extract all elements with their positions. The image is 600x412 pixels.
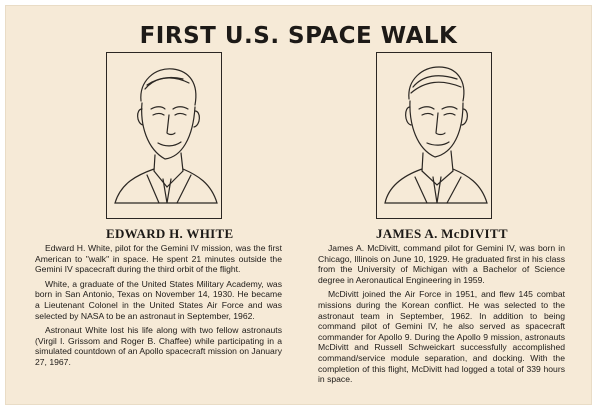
- bio-paragraph: Astronaut White lost his life along with two fellow astronauts (Virgil I. Grissom and Roger B. Chaffee) while participating in a simulated countdown of an Apollo spacecraft mission on January 27, 1967.: [35, 325, 282, 367]
- portrait-drawing-mcdivitt: [377, 53, 491, 218]
- bio-white: [35, 243, 282, 372]
- page-title: FIRST U.S. SPACE WALK: [139, 23, 458, 49]
- name-mcdivitt: JAMES A. McDIVITT: [376, 226, 508, 241]
- portrait-mcdivitt: [376, 52, 492, 219]
- bio-paragraph: McDivitt joined the Air Force in 1951, and flew 145 combat missions during the Korean conflict. He was selected to the astronaut team in September, 1962. In addition to being command pilot of Gemini IV, he also served as spacecraft commander for Apollo 9. During the Apollo 9 mission, astronauts McDivitt and Russell Schweickart successfully accomplished command/service module separation, and docking. With the completion of this flight, McDivitt had logged a total of 339 hours in space.: [318, 289, 565, 385]
- postcard: [5, 5, 592, 405]
- portrait-white: [106, 52, 222, 219]
- bio-paragraph: James A. McDivitt, command pilot for Gemini IV, was born in Chicago, Illinois on June 10, 1929. He graduated first in his class from the University of Michigan with a Bachelor of Science degree in Aeronautical Engineering in 1959.: [318, 243, 565, 285]
- name-white: EDWARD H. WHITE: [106, 226, 234, 241]
- bio-paragraph: White, a graduate of the United States Military Academy, was born in San Antonio, Texas on November 14, 1930. He became a Lieutenant Colonel in the United States Air Force and was selected by NASA to be an astronaut in September, 1962.: [35, 278, 282, 321]
- bio-paragraph: Edward H. White, pilot for the Gemini IV mission, was the first American to "walk" in space. He spent 21 minutes outside the Gemini IV spacecraft during the third orbit of the flight.: [35, 243, 282, 275]
- bio-mcdivitt: [318, 243, 565, 389]
- portrait-drawing-white: [107, 53, 221, 218]
